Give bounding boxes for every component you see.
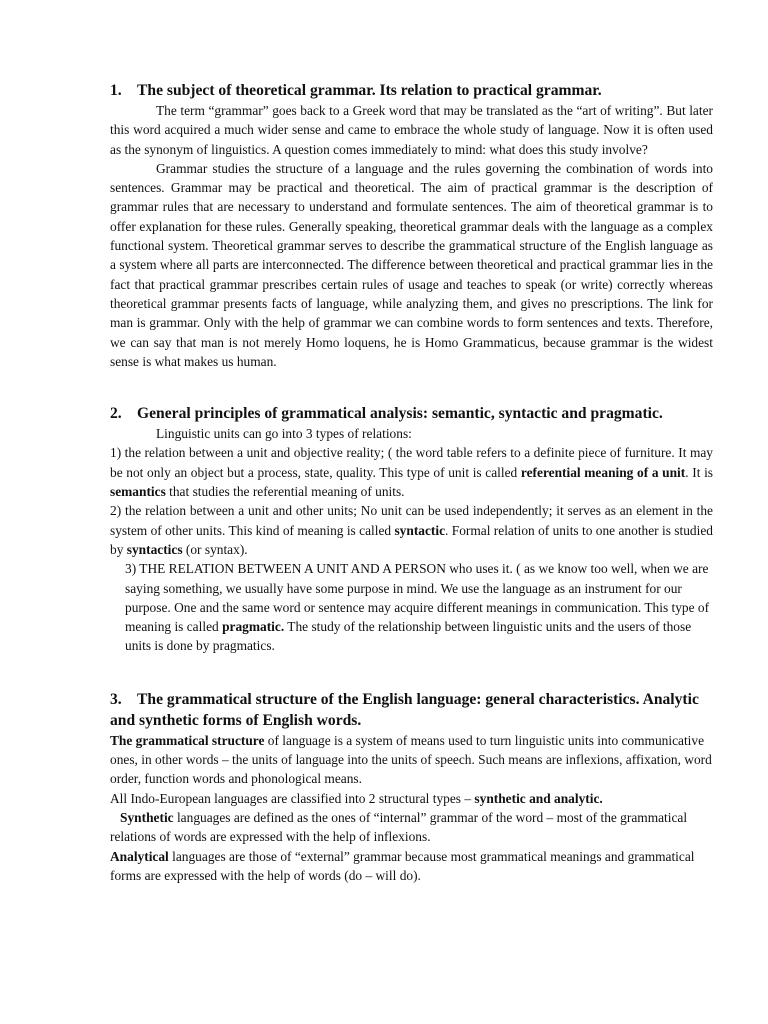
relation-1-text-2: . It is [685,464,714,480]
section-1-title: The subject of theoretical grammar. Its relation to practical grammar. [137,82,602,99]
section-3-paragraph-3 [110,808,713,847]
section-spacer [110,371,713,403]
section-3-paragraph-2 [110,789,713,808]
section-3-number: 3. [110,690,122,708]
referential-meaning-term: referential meaning of a unit [520,464,686,480]
section-3-paragraph-4 [110,847,713,886]
analytical-term: Analytical [110,848,169,864]
section-2-intro: Linguistic units can go into 3 types of relations: [156,426,412,442]
section-2-title: General principles of grammatical analysis: semantic, syntactic and pragmatic. [137,405,663,423]
section-3-paragraph-1-text: of language is a system of means used to turn linguistic units into communicative ones, in other words – the units of language into the units of speech. Such means are inflexions, affixation, word order, function words and phonological means. [110,732,712,787]
section-1-number: 1. [110,82,122,99]
synthetic-analytic-term: synthetic and analytic. [474,790,603,806]
relation-1-text: 1) the relation between a unit and objective reality; ( the word table refers to a definite piece of furniture. It may be not only an object but a process, state, quality. This type of unit is called [110,445,713,480]
section-2-number: 2. [110,405,122,423]
synthetic-term: Synthetic [110,809,174,825]
section-2-heading [110,403,713,424]
relation-3-text-2: The study of the relationship between linguistic units and the users of those units is done by pragmatics. [125,619,692,654]
relation-3-paragraph [110,559,713,655]
section-1-paragraph-1: The term “grammar” goes back to a Greek word that may be translated as the “art of writing”. But later this word acquired a much wider sense and came to embrace the whole study of language. Now it is often used as the synonym of linguistics. A question comes immediately to mind: what does this study involve? [110,103,713,157]
section-3-heading [110,689,713,731]
section-3-paragraph-3-text: languages are defined as the ones of “internal” grammar of the word – most of the grammatical relations of words are expressed with the help of inflexions. [110,809,688,845]
relation-1-paragraph [110,443,713,501]
relation-3-text: 3) THE RELATION BETWEEN A UNIT AND A PERSON who uses it. ( as we know too well, when we are saying something, we usually have some purpose in mind. We use the language as an instrument for our purpose. One and the same word or sentence may acquire different meanings in communication. This type of meaning is called [125,561,710,635]
section-3-paragraph-2-text: All Indo-European languages are classified into 2 structural types – [110,790,475,806]
section-1-heading [110,80,713,101]
section-3-paragraph-4-text: languages are those of “external” grammar because most grammatical meanings and grammatical forms are expressed with the help of words (do – will do). [110,848,695,883]
section-spacer [110,656,713,689]
section-3-title: The grammatical structure of the English language: general characteristics. Analytic and synthetic forms of English words. [110,690,699,729]
relation-2-text-2: . Formal relation of units to one another is studied by [110,522,713,557]
syntactic-term: syntactic [394,522,446,538]
relation-2-text-3: (or syntax). [182,541,248,557]
grammatical-structure-term: The grammatical structure [110,732,265,748]
relation-1-text-3: that studies the referential meaning of units. [165,484,405,500]
relation-2-text: 2) the relation between a unit and other units; No unit can be used independently; it serves as an element in the system of other units. This kind of meaning is called [110,503,713,538]
pragmatic-term: pragmatic. [222,619,285,635]
relation-2-paragraph [110,501,713,559]
semantics-term: semantics [110,484,166,500]
document-page [110,80,713,885]
section-3-paragraph-1 [110,731,713,789]
syntactics-term: syntactics [126,541,183,557]
section-1-paragraph-2: Grammar studies the structure of a language and the rules governing the combination of words into sentences. Grammar may be practical and theoretical. The aim of practical grammar is the description of grammar rules that are necessary to understand and formulate sentences. The aim of theoretical grammar is to offer explanation for these rules. Generally speaking, theoretical grammar deals with the language as a complex functional system. Theoretical grammar serves to describe the grammatical structure of the English language as a system where all parts are interconnected. The difference between theoretical and practical grammar lies in the fact that practical grammar prescribes certain rules of usage and teaches to speak (or write) correctly whereas theoretical grammar presents facts of language, while analyzing them, and gives no prescriptions. The link for man is grammar. Only with the help of grammar we can combine words to form sentences and texts. Therefore, we can say that man is not merely Homo loquens, he is Homo Grammaticus, because grammar is the widest sense is what makes us human. [110,160,713,369]
